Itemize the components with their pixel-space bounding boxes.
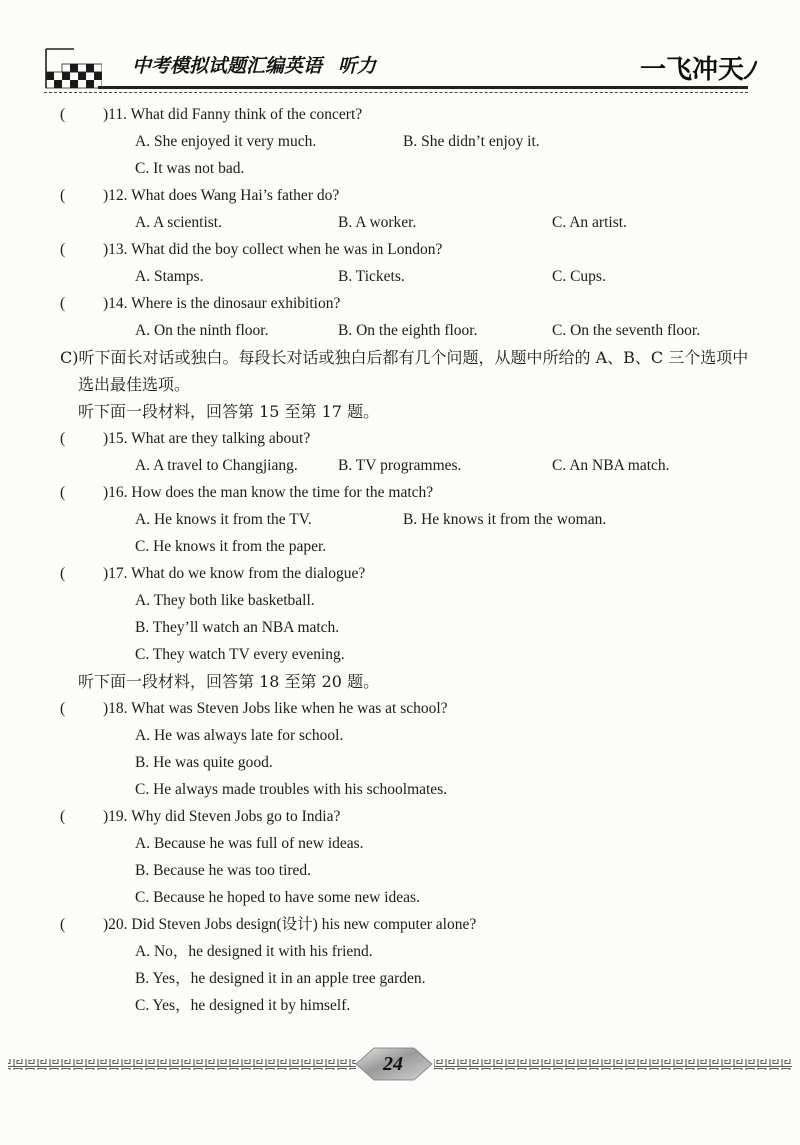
header-rule-thin	[44, 92, 748, 93]
question-17	[0, 560, 800, 587]
question-18-options-row	[0, 776, 800, 803]
option-20-c: C. Yes，he designed it by himself.	[135, 997, 351, 1014]
checkered-flag-icon	[44, 46, 102, 90]
option-12-c: C. An artist.	[552, 214, 627, 231]
passage-intro	[0, 668, 800, 695]
question-text: Did Steven Jobs design(设计) his new computer alone?	[131, 916, 477, 933]
question-19-options-row	[0, 830, 800, 857]
option-17-b: B. They’ll watch an NBA match.	[135, 619, 340, 636]
question-text: How does the man know the time for the match?	[131, 484, 434, 501]
question-16-options-row	[0, 533, 800, 560]
book-title-text: 中考模拟试题汇编英语	[132, 55, 323, 77]
option-15-c: C. An NBA match.	[552, 457, 670, 474]
section-c-line-2: 选出最佳选项。	[78, 375, 191, 394]
question-20-options-row	[0, 965, 800, 992]
question-number: )15.	[103, 430, 128, 447]
question-number: )18.	[103, 700, 128, 717]
option-13-a: A. Stamps.	[135, 268, 204, 285]
question-number: )20.	[103, 916, 128, 933]
question-11-options-row	[0, 155, 800, 182]
question-stem	[103, 101, 362, 128]
option-15-b: B. TV programmes.	[338, 457, 462, 474]
question-19	[0, 803, 800, 830]
question-stem	[103, 695, 448, 722]
option-14-b: B. On the eighth floor.	[338, 322, 478, 339]
option-14-c: C. On the seventh floor.	[552, 322, 701, 339]
question-15-options-row	[0, 452, 800, 479]
question-number: )17.	[103, 565, 128, 582]
footer-meander-right	[434, 1059, 792, 1070]
option-13-c: C. Cups.	[552, 268, 606, 285]
question-number: )19.	[103, 808, 128, 825]
question-stem	[103, 479, 433, 506]
option-16-a: A. He knows it from the TV.	[135, 511, 312, 528]
answer-bracket: (	[60, 700, 66, 717]
option-18-a: A. He was always late for school.	[135, 727, 344, 744]
question-18	[0, 695, 800, 722]
question-16-options-row	[0, 506, 800, 533]
question-19-options-row	[0, 857, 800, 884]
option-14-a: A. On the ninth floor.	[135, 322, 269, 339]
question-20	[0, 911, 800, 938]
question-17-options-row	[0, 614, 800, 641]
question-12-options-row	[0, 209, 800, 236]
question-14-options-row	[0, 317, 800, 344]
question-stem	[103, 911, 476, 938]
option-12-b: B. A worker.	[338, 214, 417, 231]
section-c-line-1: C)听下面长对话或独白。每段长对话或独白后都有几个问题，从题中所给的 A、B、C 三个选项中	[60, 348, 749, 367]
option-11-c: C. It was not bad.	[135, 160, 245, 177]
answer-bracket: (	[60, 484, 66, 501]
option-15-a: A. A travel to Changjiang.	[135, 457, 298, 474]
question-stem	[103, 182, 339, 209]
question-18-options-row	[0, 749, 800, 776]
page-header	[0, 0, 800, 100]
answer-bracket: (	[60, 106, 66, 123]
question-text: What are they talking about?	[131, 430, 311, 447]
question-number: )14.	[103, 295, 128, 312]
question-number: )11.	[103, 106, 127, 123]
question-text: What do we know from the dialogue?	[131, 565, 366, 582]
question-text: Where is the dinosaur exhibition?	[131, 295, 341, 312]
question-12	[0, 182, 800, 209]
book-title	[132, 55, 376, 77]
brand-logo: 一飞冲天	[640, 55, 745, 85]
question-13-options-row	[0, 263, 800, 290]
passage-intro-15-17: 听下面一段材料，回答第 15 至第 17 题。	[78, 402, 380, 421]
option-19-a: A. Because he was full of new ideas.	[135, 835, 364, 852]
option-11-a: A. She enjoyed it very much.	[135, 133, 317, 150]
header-rule-thick	[98, 86, 748, 89]
option-19-c: C. Because he hoped to have some new ideas.	[135, 889, 420, 906]
question-number: )13.	[103, 241, 128, 258]
question-18-options-row	[0, 722, 800, 749]
question-number: )12.	[103, 187, 128, 204]
question-text: What was Steven Jobs like when he was at school?	[131, 700, 448, 717]
question-stem	[103, 803, 340, 830]
option-18-b: B. He was quite good.	[135, 754, 273, 771]
question-17-options-row	[0, 587, 800, 614]
option-12-a: A. A scientist.	[135, 214, 222, 231]
passage-intro	[0, 398, 800, 425]
option-19-b: B. Because he was too tired.	[135, 862, 312, 879]
section-c-instruction	[0, 371, 800, 398]
question-text: Why did Steven Jobs go to India?	[131, 808, 341, 825]
question-stem	[103, 290, 340, 317]
answer-bracket: (	[60, 241, 66, 258]
option-20-b: B. Yes，he designed it in an apple tree garden.	[135, 970, 426, 987]
question-stem	[103, 560, 365, 587]
question-13	[0, 236, 800, 263]
question-stem	[103, 425, 310, 452]
question-text: What did Fanny think of the concert?	[130, 106, 363, 123]
page-number: 24	[383, 1053, 403, 1075]
option-18-c: C. He always made troubles with his schoolmates.	[135, 781, 448, 798]
option-17-c: C. They watch TV every evening.	[135, 646, 345, 663]
answer-bracket: (	[60, 430, 66, 447]
question-20-options-row	[0, 938, 800, 965]
option-20-a: A. No，he designed it with his friend.	[135, 943, 373, 960]
question-16	[0, 479, 800, 506]
question-text: What does Wang Hai’s father do?	[131, 187, 340, 204]
section-c-instruction	[0, 344, 800, 371]
question-20-options-row	[0, 992, 800, 1019]
answer-bracket: (	[60, 187, 66, 204]
footer-meander-left	[8, 1059, 356, 1070]
option-13-b: B. Tickets.	[338, 268, 405, 285]
question-11-options-row	[0, 128, 800, 155]
question-19-options-row	[0, 884, 800, 911]
question-17-options-row	[0, 641, 800, 668]
passage-intro-18-20: 听下面一段材料，回答第 18 至第 20 题。	[78, 672, 380, 691]
question-stem	[103, 236, 442, 263]
question-list	[0, 101, 800, 1019]
answer-bracket: (	[60, 916, 66, 933]
option-16-c: C. He knows it from the paper.	[135, 538, 327, 555]
subject-label: 听力	[338, 55, 377, 77]
brand-swoosh-icon	[744, 60, 758, 80]
question-11	[0, 101, 800, 128]
option-17-a: A. They both like basketball.	[135, 592, 315, 609]
question-number: )16.	[103, 484, 128, 501]
option-16-b: B. He knows it from the woman.	[403, 511, 607, 528]
answer-bracket: (	[60, 808, 66, 825]
question-text: What did the boy collect when he was in London?	[131, 241, 443, 258]
answer-bracket: (	[60, 565, 66, 582]
question-15	[0, 425, 800, 452]
option-11-b: B. She didn’t enjoy it.	[403, 133, 540, 150]
question-14	[0, 290, 800, 317]
answer-bracket: (	[60, 295, 66, 312]
